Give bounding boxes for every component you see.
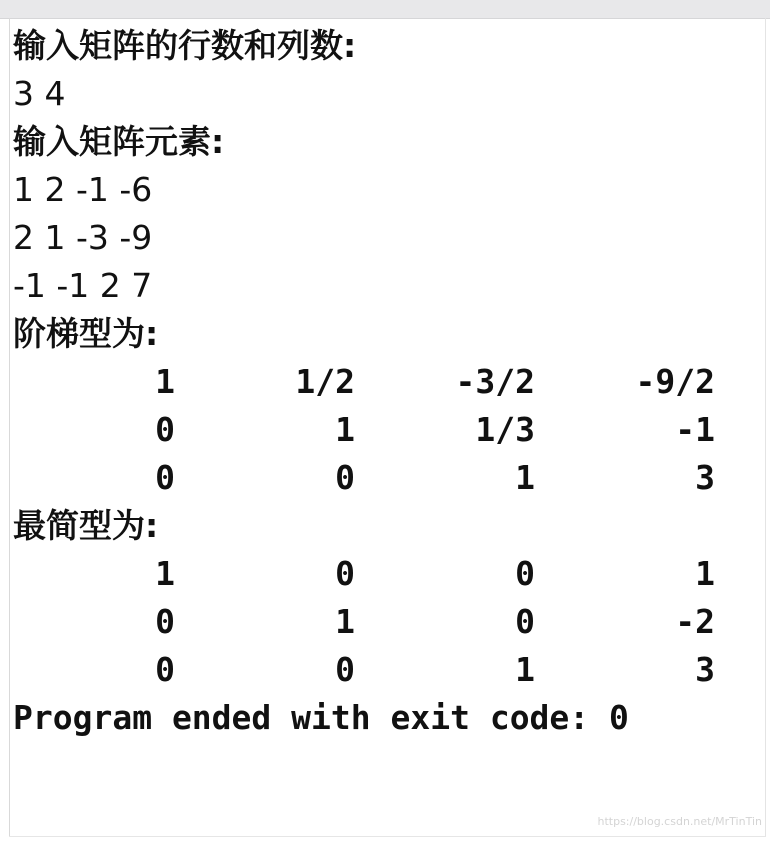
reduced-form-label: 最简型为: [13, 506, 159, 545]
matrix-cell: 0 [155, 410, 175, 449]
echelon-matrix [13, 358, 758, 502]
console-right-border [765, 18, 766, 836]
matrix-cell: 3 [695, 650, 715, 689]
watermark: https://blog.csdn.net/MrTinTin [597, 815, 762, 828]
console-output [13, 22, 758, 742]
matrix-cell: -3/2 [455, 362, 535, 401]
matrix-cell: 0 [155, 602, 175, 641]
exit-message: Program ended with exit code: 0 [13, 698, 629, 737]
matrix-cell: 1/3 [475, 410, 535, 449]
element-input-row: -1 -1 2 7 [13, 266, 153, 305]
matrix-cell: 1 [515, 458, 535, 497]
matrix-row [13, 454, 758, 502]
matrix-cell: 1 [335, 410, 355, 449]
matrix-cell: 0 [335, 458, 355, 497]
matrix-row [13, 550, 758, 598]
matrix-cell: 0 [515, 554, 535, 593]
matrix-cell: 1 [335, 602, 355, 641]
matrix-cell: 1 [155, 362, 175, 401]
matrix-cell: 0 [155, 458, 175, 497]
matrix-row [13, 646, 758, 694]
matrix-cell: 1 [695, 554, 715, 593]
matrix-cell: 0 [155, 650, 175, 689]
matrix-cell: 3 [695, 458, 715, 497]
element-input-row: 1 2 -1 -6 [13, 170, 153, 209]
matrix-cell: 1 [515, 650, 535, 689]
prompt-matrix-size: 输入矩阵的行数和列数: [13, 26, 357, 65]
matrix-cell: -2 [675, 602, 715, 641]
matrix-cell: 1 [155, 554, 175, 593]
echelon-form-label: 阶梯型为: [13, 314, 159, 353]
console-top-bar [0, 0, 770, 19]
console-left-border [9, 18, 10, 836]
matrix-cell: -1 [675, 410, 715, 449]
matrix-row [13, 598, 758, 646]
matrix-cell: -9/2 [635, 362, 715, 401]
matrix-row [13, 358, 758, 406]
matrix-cell: 1/2 [295, 362, 355, 401]
prompt-matrix-elements: 输入矩阵元素: [13, 122, 225, 161]
matrix-cell: 0 [335, 650, 355, 689]
element-input-row: 2 1 -3 -9 [13, 218, 153, 257]
matrix-cell: 0 [335, 554, 355, 593]
matrix-row [13, 406, 758, 454]
console-bottom-border [9, 836, 766, 837]
matrix-cell: 0 [515, 602, 535, 641]
reduced-matrix [13, 550, 758, 694]
matrix-size-input: 3 4 [13, 74, 66, 113]
